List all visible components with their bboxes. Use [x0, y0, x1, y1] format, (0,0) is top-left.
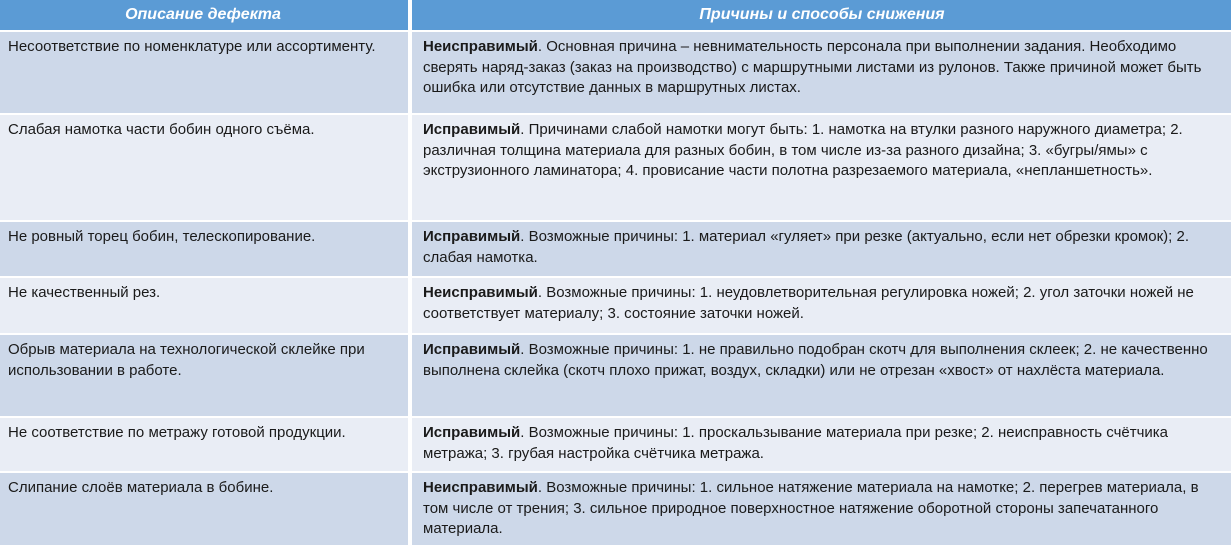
defect-text: Не ровный торец бобин, телескопирование.	[8, 228, 316, 246]
defect-cell	[0, 335, 408, 416]
cause-text: . Причинами слабой намотки могут быть: 1. намотка на втулки разного наружного диаметра; 2. различная толщина материала для разных бобин, в том числе из-за разного дизайна; 3. «бугры/ямы» с экструзионного ламинатора; 4. провисание части полотна разрезаемого материала, «непланшетность».	[423, 121, 1183, 180]
table-header-row	[0, 0, 1231, 30]
defect-cell	[0, 32, 408, 113]
defect-cell	[0, 473, 408, 545]
cause-cell	[412, 418, 1231, 471]
cause-cell	[412, 473, 1231, 545]
cause-text: . Возможные причины: 1. сильное натяжение материала на намотке; 2. перегрев материала, в том числе от трения; 3. сильное природное поверхностное натяжение оборотной стороны запечатанного материала.	[423, 479, 1199, 538]
repairability-label: Неисправимый	[423, 38, 538, 56]
cause-cell	[412, 115, 1231, 220]
cause-text: . Возможные причины: 1. неудовлетворительная регулировка ножей; 2. угол заточки ножей не соответствует материалу; 3. состояние заточки ножей.	[423, 284, 1194, 322]
cause-text: . Возможные причины: 1. не правильно подобран скотч для выполнения склеек; 2. не качественно выполнена склейка (скотч плохо прижат, воздух, складки) или не отрезан «хвост» от нахлёста материала.	[423, 341, 1208, 379]
defect-text: Слабая намотка части бобин одного съёма.	[8, 121, 315, 139]
header-cell-defect	[0, 0, 408, 30]
cause-cell	[412, 32, 1231, 113]
cause-text: . Возможные причины: 1. материал «гуляет» при резке (актуально, если нет обрезки кромок); 2. слабая намотка.	[423, 228, 1189, 266]
defect-text: Несоответствие по номенклатуре или ассортименту.	[8, 38, 376, 56]
defect-text: Обрыв материала на технологической склейке при использовании в работе.	[8, 341, 365, 379]
cause-cell	[412, 278, 1231, 333]
repairability-label: Исправимый	[423, 121, 521, 139]
defect-text: Не соответствие по метражу готовой продукции.	[8, 424, 346, 442]
header-causes-label: Причины и способы снижения	[699, 6, 945, 23]
table-row	[0, 278, 1231, 333]
repairability-label: Неисправимый	[423, 479, 538, 497]
table-row	[0, 32, 1231, 113]
repairability-label: Исправимый	[423, 228, 521, 246]
repairability-label: Исправимый	[423, 424, 521, 442]
defect-cell	[0, 115, 408, 220]
cause-text: . Возможные причины: 1. проскальзывание материала при резке; 2. неисправность счётчика метража; 3. грубая настройка счётчика метража.	[423, 424, 1169, 462]
defect-text: Слипание слоёв материала в бобине.	[8, 479, 274, 497]
defect-cell	[0, 418, 408, 471]
defect-cell	[0, 278, 408, 333]
table-row	[0, 222, 1231, 276]
table-row	[0, 335, 1231, 416]
cause-cell	[412, 222, 1231, 276]
repairability-label: Неисправимый	[423, 284, 538, 302]
defect-text: Не качественный рез.	[8, 284, 161, 302]
table-row	[0, 115, 1231, 220]
cause-text: . Основная причина – невнимательность персонала при выполнении задания. Необходимо сверять наряд-заказ (заказ на производство) с маршрутными листами из рулонов. Также причиной может быть ошибка или отсутствие данных в маршрутных листах.	[423, 38, 1202, 97]
header-defect-label: Описание дефекта	[125, 6, 281, 23]
header-cell-causes	[412, 0, 1231, 30]
table-row	[0, 418, 1231, 471]
cause-cell	[412, 335, 1231, 416]
repairability-label: Исправимый	[423, 341, 521, 359]
table-row	[0, 473, 1231, 545]
defect-cell	[0, 222, 408, 276]
